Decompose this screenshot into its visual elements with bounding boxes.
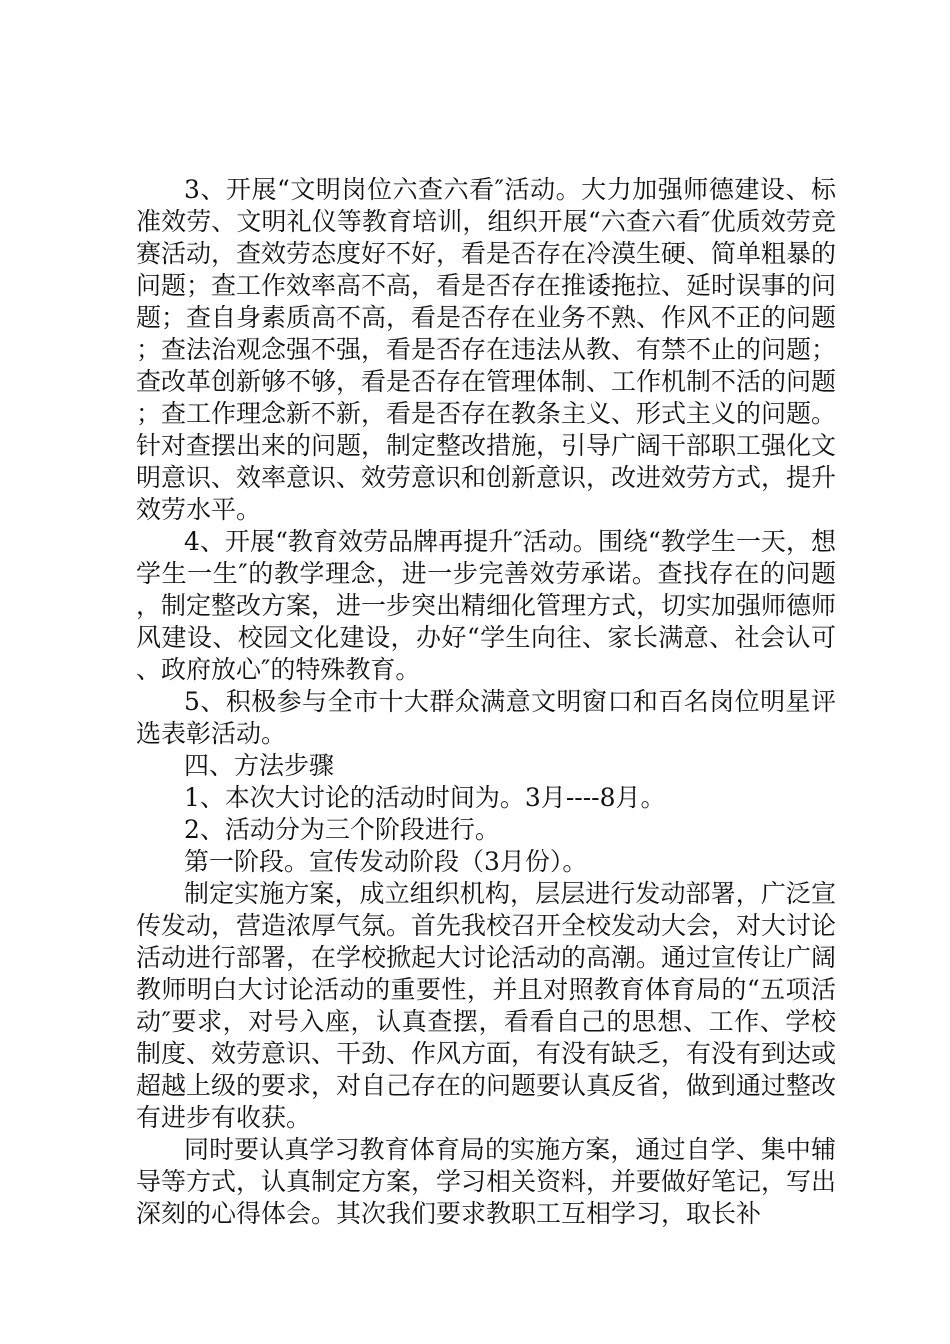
section-heading-methods: 四、方法步骤	[184, 751, 335, 780]
paragraph-campaign-5: 5、积极参与全市十大群众满意文明窗口和百名岗位明星评选表彰活动。	[136, 687, 836, 748]
paragraph-campaign-4: 4、开展“教育效劳品牌再提升″活动。围绕“教学生一天，想学生一生″的教学理念，进一步完善效劳承诺。查找存在的问题，制定整改方案，进一步突出精细化管理方式，切实加强师德师风建设、校园文化建设，办好“学生向往、家长满意、社会认可、政府放心″的特殊教育。	[136, 527, 837, 684]
paragraph-step-2: 2、活动分为三个阶段进行。	[184, 815, 500, 844]
paragraph-phase-one-detail: 制定实施方案，成立组织机构，层层进行发动部署，广泛宣传发动，营造浓厚气氛。首先我校召开全校发动大会，对大讨论活动进行部署，在学校掀起大讨论活动的高潮。通过宣传让广阔教师明白大讨论活动的重要性，并且对照教育体育局的“五项活动″要求，对号入座，认真查摆，看看自己的思想、工作、学校制度、效劳意识、干劲、作风方面，有没有缺乏，有没有到达或超越上级的要求，对自己存在的问题要认真反省，做到通过整改有进步有收获。	[136, 879, 837, 1132]
paragraph-study-requirements: 同时要认真学习教育体育局的实施方案，通过自学、集中辅导等方式，认真制定方案，学习相关资料，并要做好笔记，写出深刻的心得体会。其次我们要求教职工互相学习，取长补	[136, 1135, 837, 1228]
paragraph-step-1: 1、本次大讨论的活动时间为。3月----8月。	[184, 783, 666, 812]
phase-one-heading: 第一阶段。宣传发动阶段（3月份）。	[184, 847, 588, 876]
document-body	[136, 174, 836, 1230]
paragraph-campaign-3: 3、开展“文明岗位六查六看″活动。大力加强师德建设、标准效劳、文明礼仪等教育培训，组织开展“六查六看″优质效劳竞赛活动，查效劳态度好不好，看是否存在冷漠生硬、简单粗暴的问题；查工作效率高不高，看是否存在推诿拖拉、延时误事的问题；查自身素质高不高，看是否存在业务不熟、作风不正的问题；查法治观念强不强，看是否存在违法从教、有禁不止的问题；查改革创新够不够，看是否存在管理体制、工作机制不活的问题；查工作理念新不新，看是否存在教条主义、形式主义的问题。针对查摆出来的问题，制定整改措施，引导广阔干部职工强化文明意识、效率意识、效劳意识和创新意识，改进效劳方式，提升效劳水平。	[136, 175, 837, 524]
